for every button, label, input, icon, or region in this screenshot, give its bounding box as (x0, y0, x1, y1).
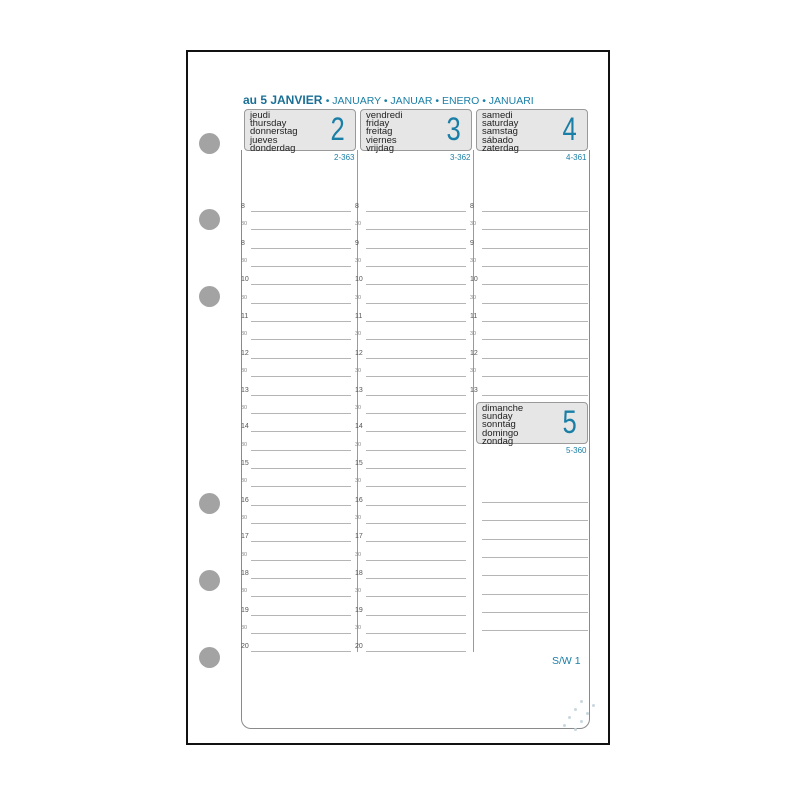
hour-label: 8 (355, 203, 359, 210)
day-names (250, 112, 298, 153)
hour-label: 12 (470, 349, 478, 357)
hour-label: 30 (355, 588, 362, 595)
hour-label: 30 (470, 331, 477, 338)
page-title (243, 93, 534, 107)
hour-label: 19 (241, 606, 249, 614)
day-name: sonntag (482, 419, 516, 431)
hour-rule (251, 413, 351, 414)
hour-rule (366, 358, 466, 359)
hour-rule (251, 358, 351, 359)
hour-label: 12 (355, 349, 363, 357)
hour-rule (366, 284, 466, 285)
note-rule (482, 557, 588, 558)
hour-label: 30 (241, 294, 248, 301)
hour-label: 30 (470, 258, 477, 265)
hour-label: 15 (241, 459, 249, 467)
week-label: S/W 1 (552, 655, 581, 667)
hour-rule (251, 523, 351, 524)
hour-rule (482, 339, 588, 340)
hour-label: 30 (241, 514, 248, 521)
day-name: vendredi (366, 110, 403, 121)
hour-label: 30 (470, 221, 477, 228)
hour-label: 30 (355, 625, 362, 632)
day-name: samedi (482, 110, 513, 121)
hour-rule (366, 211, 466, 212)
hour-rule (366, 321, 466, 322)
day-name: samstag (482, 126, 518, 138)
hour-label: 30 (355, 478, 362, 485)
hour-label: 9 (470, 239, 474, 247)
hour-label: 14 (355, 423, 363, 431)
day-code: 3-362 (450, 153, 471, 162)
hour-label: 10 (241, 276, 249, 284)
note-rule (482, 502, 588, 503)
day-name: sábado (482, 134, 514, 146)
hour-label: 11 (470, 313, 478, 321)
hour-rule (366, 523, 466, 524)
hour-label: 30 (355, 368, 362, 375)
hour-rule (251, 505, 351, 506)
hour-label: 11 (241, 313, 249, 321)
hour-rule (251, 321, 351, 322)
hour-label: 30 (241, 404, 248, 411)
hour-rule (366, 248, 466, 249)
hour-label: 30 (241, 331, 248, 338)
day-name: donderdag (250, 142, 296, 154)
hour-label: 12 (241, 349, 249, 357)
hour-rule (366, 468, 466, 469)
day-number: 4 (562, 111, 577, 147)
hour-label: 30 (355, 221, 362, 228)
hour-label: 13 (355, 386, 363, 394)
hour-rule (251, 431, 351, 432)
day-name: sunday (482, 411, 513, 423)
hour-label: 30 (355, 441, 362, 448)
note-rule (482, 630, 588, 631)
day-number: 2 (330, 111, 345, 147)
hour-rule (482, 266, 588, 267)
hour-rule (366, 541, 466, 542)
title-date: au 5 JANVIER (243, 93, 323, 107)
hour-rule (482, 211, 588, 212)
hour-rule (251, 248, 351, 249)
hour-rule (482, 321, 588, 322)
day-name: domingo (482, 427, 519, 439)
day-name: saturday (482, 118, 519, 130)
hour-label: 30 (241, 368, 248, 375)
hour-label: 30 (241, 625, 248, 632)
hour-rule (366, 395, 466, 396)
hour-rule (482, 395, 588, 396)
hour-rule (366, 450, 466, 451)
hour-rule (366, 651, 466, 652)
hour-rule (251, 450, 351, 451)
day-box-thursday (244, 109, 356, 154)
hour-rule (366, 615, 466, 616)
hour-rule (251, 633, 351, 634)
binder-hole-icon (199, 647, 220, 668)
day-name: vrijdag (366, 142, 394, 154)
hour-rule (366, 376, 466, 377)
hour-label: 30 (355, 404, 362, 411)
hour-label: 16 (241, 496, 249, 504)
hour-rule (366, 229, 466, 230)
hour-rule (366, 633, 466, 634)
hour-rule (366, 486, 466, 487)
hour-rule (251, 560, 351, 561)
hour-label: 30 (470, 294, 477, 301)
hour-label: 30 (241, 441, 248, 448)
day-code: 5-360 (566, 446, 587, 455)
note-rule (482, 594, 588, 595)
hour-label: 16 (355, 496, 363, 504)
hour-label: 20 (241, 643, 249, 651)
hour-label: 13 (470, 386, 478, 394)
hour-label: 30 (355, 551, 362, 558)
hour-label: 20 (355, 643, 363, 651)
hour-label: 30 (355, 258, 362, 265)
hour-label: 15 (355, 459, 363, 467)
hour-rule (482, 376, 588, 377)
day-name: viernes (366, 134, 397, 146)
note-rule (482, 539, 588, 540)
hour-rule (366, 560, 466, 561)
binder-hole-icon (199, 493, 220, 514)
hour-rule (251, 376, 351, 377)
day-name: dimanche (482, 403, 524, 414)
hour-label: 8 (470, 203, 474, 210)
hour-label: 10 (470, 276, 478, 284)
hour-label: 18 (355, 570, 363, 577)
hour-label: 30 (241, 588, 248, 595)
hour-rule (366, 431, 466, 432)
day-box-saturday (476, 109, 588, 154)
day-name: zaterdag (482, 142, 519, 154)
day-number: 3 (446, 111, 461, 147)
hour-rule (366, 266, 466, 267)
hour-rule (366, 505, 466, 506)
hour-rule (251, 303, 351, 304)
schedule-frame (241, 150, 590, 729)
hour-label: 10 (355, 276, 363, 284)
hour-rule (251, 229, 351, 230)
hour-rule (366, 578, 466, 579)
hour-rule (251, 596, 351, 597)
hour-label: 18 (241, 570, 249, 577)
hour-rule (251, 486, 351, 487)
hour-rule (482, 358, 588, 359)
day-name: thursday (250, 118, 287, 130)
binder-hole-icon (199, 209, 220, 230)
hour-rule (251, 615, 351, 616)
hour-label: 13 (241, 386, 249, 394)
hour-label: 17 (241, 533, 249, 541)
hour-rule (251, 578, 351, 579)
hour-label: 30 (241, 478, 248, 485)
day-code: 2-363 (334, 153, 355, 162)
day-code: 4-361 (566, 153, 587, 162)
day-name: donnerstag (250, 126, 298, 138)
day-box-friday (360, 109, 472, 154)
day-name: freitag (366, 126, 393, 138)
hour-label: 30 (241, 551, 248, 558)
day-name: zondag (482, 435, 514, 447)
hour-rule (482, 284, 588, 285)
hour-label: 8 (241, 239, 245, 247)
hour-label: 14 (241, 423, 249, 431)
hour-rule (251, 339, 351, 340)
hour-rule (251, 651, 351, 652)
binder-hole-icon (199, 570, 220, 591)
hour-rule (482, 248, 588, 249)
day-names (366, 112, 402, 153)
note-rule (482, 575, 588, 576)
hour-label: 11 (355, 313, 363, 321)
hour-label: 30 (241, 221, 248, 228)
hour-label: 30 (470, 368, 477, 375)
hour-rule (251, 541, 351, 542)
hour-label: 30 (355, 294, 362, 301)
hour-rule (366, 413, 466, 414)
hour-rule (251, 266, 351, 267)
title-translations: • JANUARY • JANUAR • ENERO • JANUARI (325, 95, 534, 107)
hour-rule (251, 468, 351, 469)
day-name: friday (366, 118, 390, 130)
hour-rule (366, 596, 466, 597)
note-rule (482, 612, 588, 613)
hour-rule (366, 339, 466, 340)
hour-label: 8 (241, 203, 245, 210)
hour-label: 17 (355, 533, 363, 541)
hour-rule (482, 229, 588, 230)
note-rule (482, 520, 588, 521)
hour-label: 30 (241, 258, 248, 265)
hour-rule (366, 303, 466, 304)
binder-hole-icon (199, 133, 220, 154)
hour-rule (251, 211, 351, 212)
hour-label: 9 (355, 239, 359, 247)
day-number: 5 (562, 404, 577, 440)
hour-rule (482, 303, 588, 304)
day-name: jeudi (250, 110, 271, 121)
hour-label: 30 (355, 331, 362, 338)
hour-rule (251, 395, 351, 396)
binder-hole-icon (199, 286, 220, 307)
day-names (482, 112, 519, 153)
hour-rule (251, 284, 351, 285)
day-name: jueves (250, 134, 278, 146)
hour-label: 19 (355, 606, 363, 614)
hour-label: 30 (355, 514, 362, 521)
